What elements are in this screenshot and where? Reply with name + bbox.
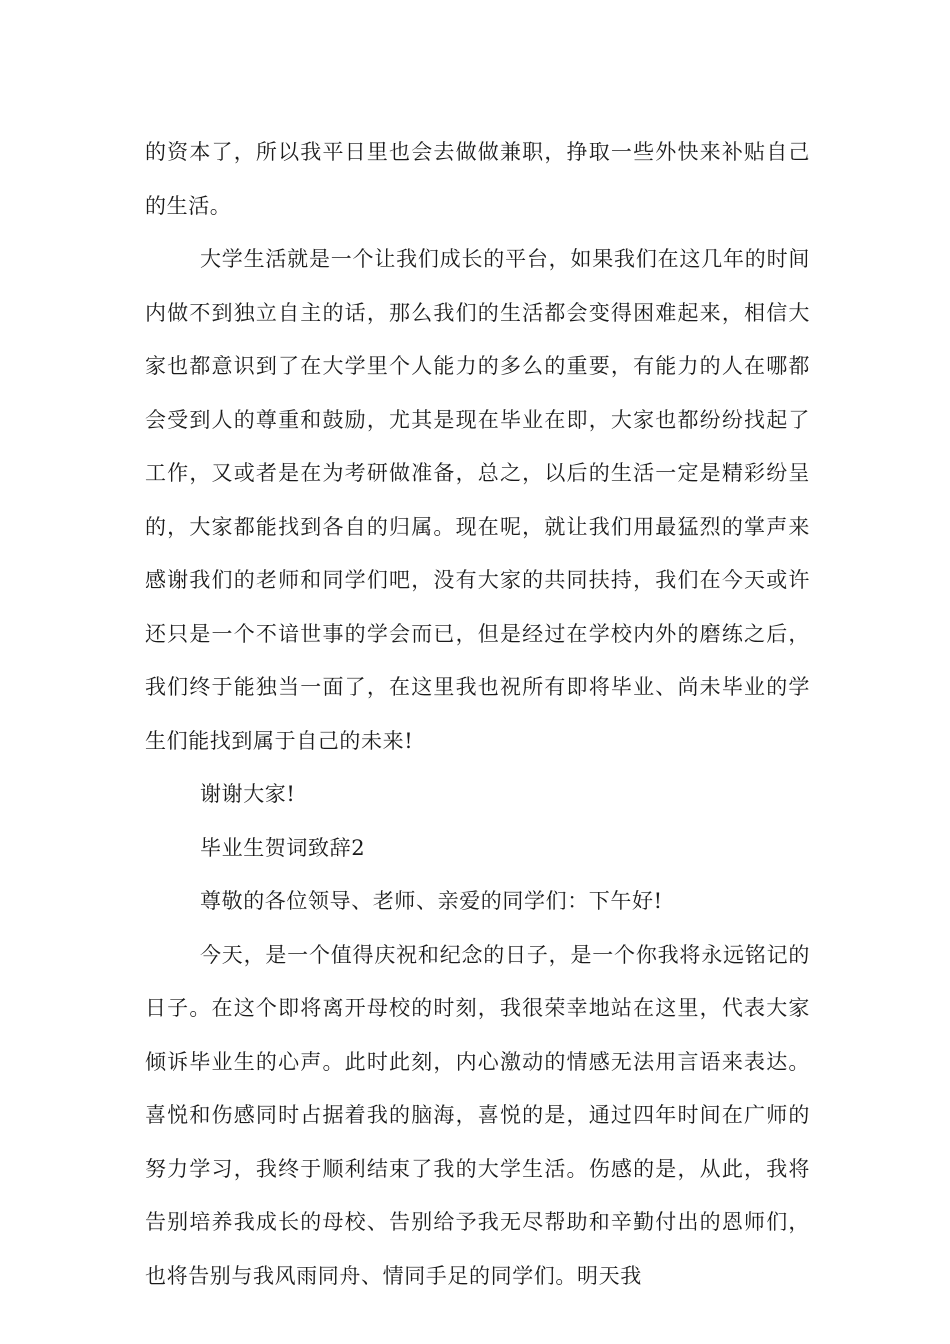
paragraph-university-life: 大学生活就是一个让我们成长的平台，如果我们在这几年的时间内做不到独立自主的话，那么我们的生活都会变得困难起来，相信大家也都意识到了在大学里个人能力的多么的重要，有能力的人在哪都会受到人的尊重和鼓励，尤其是现在毕业在即，大家也都纷纷找起了工作，又或者是在为考研做准备，总之，以后的生活一定是精彩纷呈的，大家都能找到各自的归属。现在呢，就让我们用最猛烈的掌声来感谢我们的老师和同学们吧，没有大家的共同扶持，我们在今天或许还只是一个不谙世事的学会而已，但是经过在学校内外的磨练之后，我们终于能独当一面了，在这里我也祝所有即将毕业、尚未毕业的学生们能找到属于自己的未来! xyxy=(145,247,810,753)
paragraph-thanks: 谢谢大家! xyxy=(200,782,296,806)
document-body xyxy=(145,126,810,1303)
paragraph-salutation: 尊敬的各位领导、老师、亲爱的同学们：下午好! xyxy=(200,889,663,913)
section-heading: 毕业生贺词致辞2 xyxy=(200,835,366,860)
paragraph-continuation: 的资本了，所以我平日里也会去做做兼职，挣取一些外快来补贴自己的生活。 xyxy=(145,140,810,218)
paragraph-today: 今天，是一个值得庆祝和纪念的日子，是一个你我将永远铭记的日子。在这个即将离开母校的时刻，我很荣幸地站在这里，代表大家倾诉毕业生的心声。此时此刻，内心激动的情感无法用言语来表达。喜悦和伤感同时占据着我的脑海，喜悦的是，通过四年时间在广师的努力学习，我终于顺利结束了我的大学生活。伤感的是，从此，我将告别培养我成长的母校、告别给予我无尽帮助和辛勤付出的恩师们，也将告别与我风雨同舟、情同手足的同学们。明天我 xyxy=(145,942,810,1288)
